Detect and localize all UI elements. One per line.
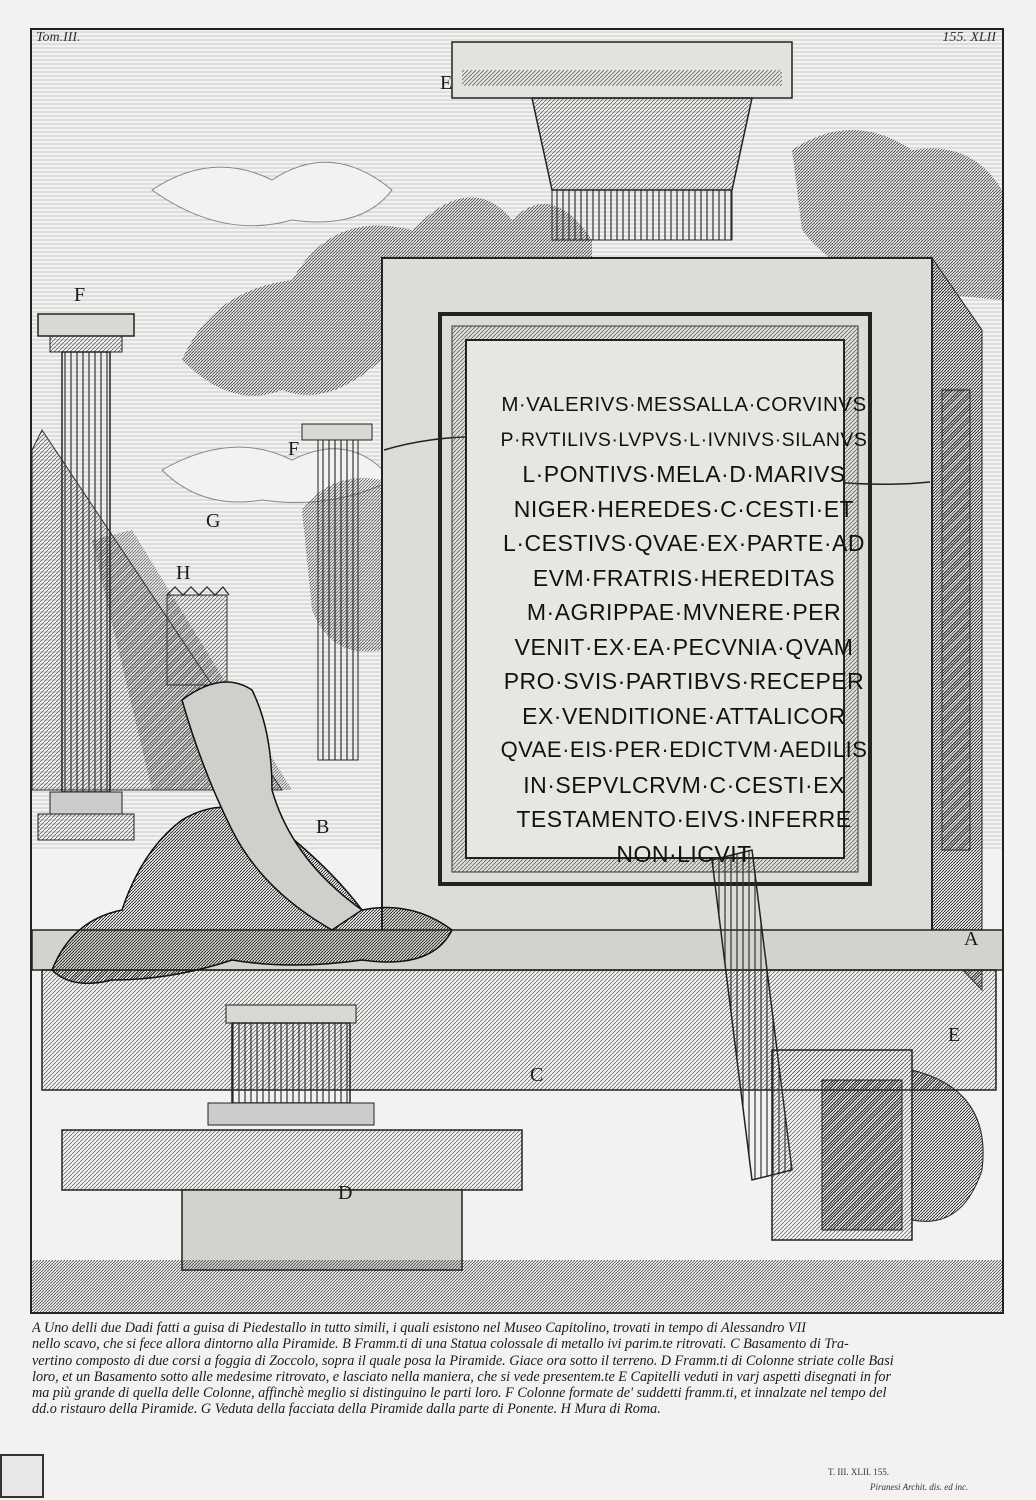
side-panel	[942, 390, 970, 850]
plate-reference: T. III. XLII. 155.	[828, 1467, 890, 1477]
engraved-plate	[30, 28, 1004, 1314]
right-column-capital	[302, 424, 372, 440]
capital-echinus	[532, 98, 752, 190]
left-column-capital	[38, 314, 134, 336]
inscription-line: PRO·SVIS·PARTIBVS·RECEPER	[503, 668, 865, 694]
left-column-base	[50, 792, 122, 814]
caption-line: A Uno delli due Dadi fatti a guisa di Piedestallo in tutto simili, i quali esistono nel Museo Capitolino, trovati in tempo di Alessandro VII	[32, 1320, 806, 1336]
caption-line: ma più grande di quella delle Colonne, affinchè meglio si distinguino le parti loro. F Colonne formate de' suddetti framm.ti, et innalzate nel tempo del	[32, 1385, 887, 1402]
ground	[32, 1260, 1004, 1314]
plate-caption	[32, 1320, 1012, 1418]
key-letter-b: B	[316, 816, 330, 838]
key-letter-a: A	[964, 928, 979, 950]
inscription-line: P·RVTILIVS·LVPVS·L·IVNIVS·SILANVS	[500, 428, 868, 451]
inscription-line: EX·VENDITIONE·ATTALICOR	[522, 702, 846, 729]
engraver-signature: Piranesi Archit. dis. ed inc.	[870, 1482, 969, 1492]
key-letter-d: D	[338, 1182, 353, 1204]
capital-necking	[552, 190, 732, 240]
capital-abacus-band	[462, 70, 782, 86]
left-column-shaft	[62, 352, 110, 792]
inscription-line: QVAE·EIS·PER·EDICTVM·AEDILIS	[500, 737, 868, 762]
inscription-line: TESTAMENTO·EIVS·INFERRE	[516, 806, 852, 832]
column-stump-capital	[226, 1005, 356, 1023]
inscription-panel-text	[484, 358, 884, 878]
caption-line: loro, et un Basamento sotto alle medesime ritrovato, e lasciato nella maniera, che si vede presentem.te E Capitelli veduti in varj aspetti disegnati in for	[32, 1368, 891, 1385]
caption-line: dd.o ristauro della Piramide. G Veduta della facciata della Piramide dalla parte di Ponente. H Mura di Roma.	[32, 1401, 661, 1418]
key-letter-h: H	[176, 562, 191, 584]
inscription-line: IN·SEPVLCRVM·C·CESTI·EX	[523, 771, 845, 798]
capital-drum-fragment	[912, 1070, 983, 1221]
inscription-line: L·CESTIVS·QVAE·EX·PARTE·AD	[503, 530, 865, 556]
stone-step	[182, 1190, 462, 1270]
left-column-plinth	[38, 814, 134, 840]
left-column-echinus	[50, 336, 122, 352]
key-letter-e: E	[440, 72, 453, 94]
collection-stamp	[0, 1454, 44, 1498]
caption-line: vertino composto di due corsi a foggia di Zoccolo, sopra il quale posa la Piramide. Giace ora sotto il terreno. D Framm.ti di Colonne striate colle Basi	[32, 1352, 894, 1369]
inscription-line: NIGER·HEREDES·C·CESTI·ET	[513, 495, 855, 522]
caption-line: nello scavo, che si fece allora dintorno alla Piramide. B Framm.ti di una Statua colossale di metallo ivi parim.te ritrovati. C Basamento di Tra-	[32, 1336, 849, 1353]
column-stump	[232, 1023, 350, 1103]
inscription-line: M·AGRIPPAE·MVNERE·PER	[526, 599, 842, 625]
key-letter-e: E	[948, 1024, 961, 1046]
inscription-line: EVM·FRATRIS·HEREDITAS	[532, 564, 836, 591]
key-letter-f: F	[74, 284, 86, 306]
key-letter-g: G	[206, 510, 221, 532]
inscription-line: M·VALERIVS·MESSALLA·CORVINVS	[501, 393, 867, 416]
key-letter-c: C	[530, 1064, 544, 1086]
column-stump-base	[208, 1103, 374, 1125]
capital-fragment-ornament	[822, 1080, 902, 1230]
city-wall	[167, 595, 227, 685]
inscription-line: L·PONTIVS·MELA·D·MARIVS	[522, 461, 846, 487]
stone-step	[62, 1130, 522, 1190]
inscription-line: VENIT·EX·EA·PECVNIA·QVAM	[514, 633, 854, 660]
inscription-line: NON·LICVIT	[616, 840, 752, 867]
key-letter-f: F	[288, 438, 300, 460]
